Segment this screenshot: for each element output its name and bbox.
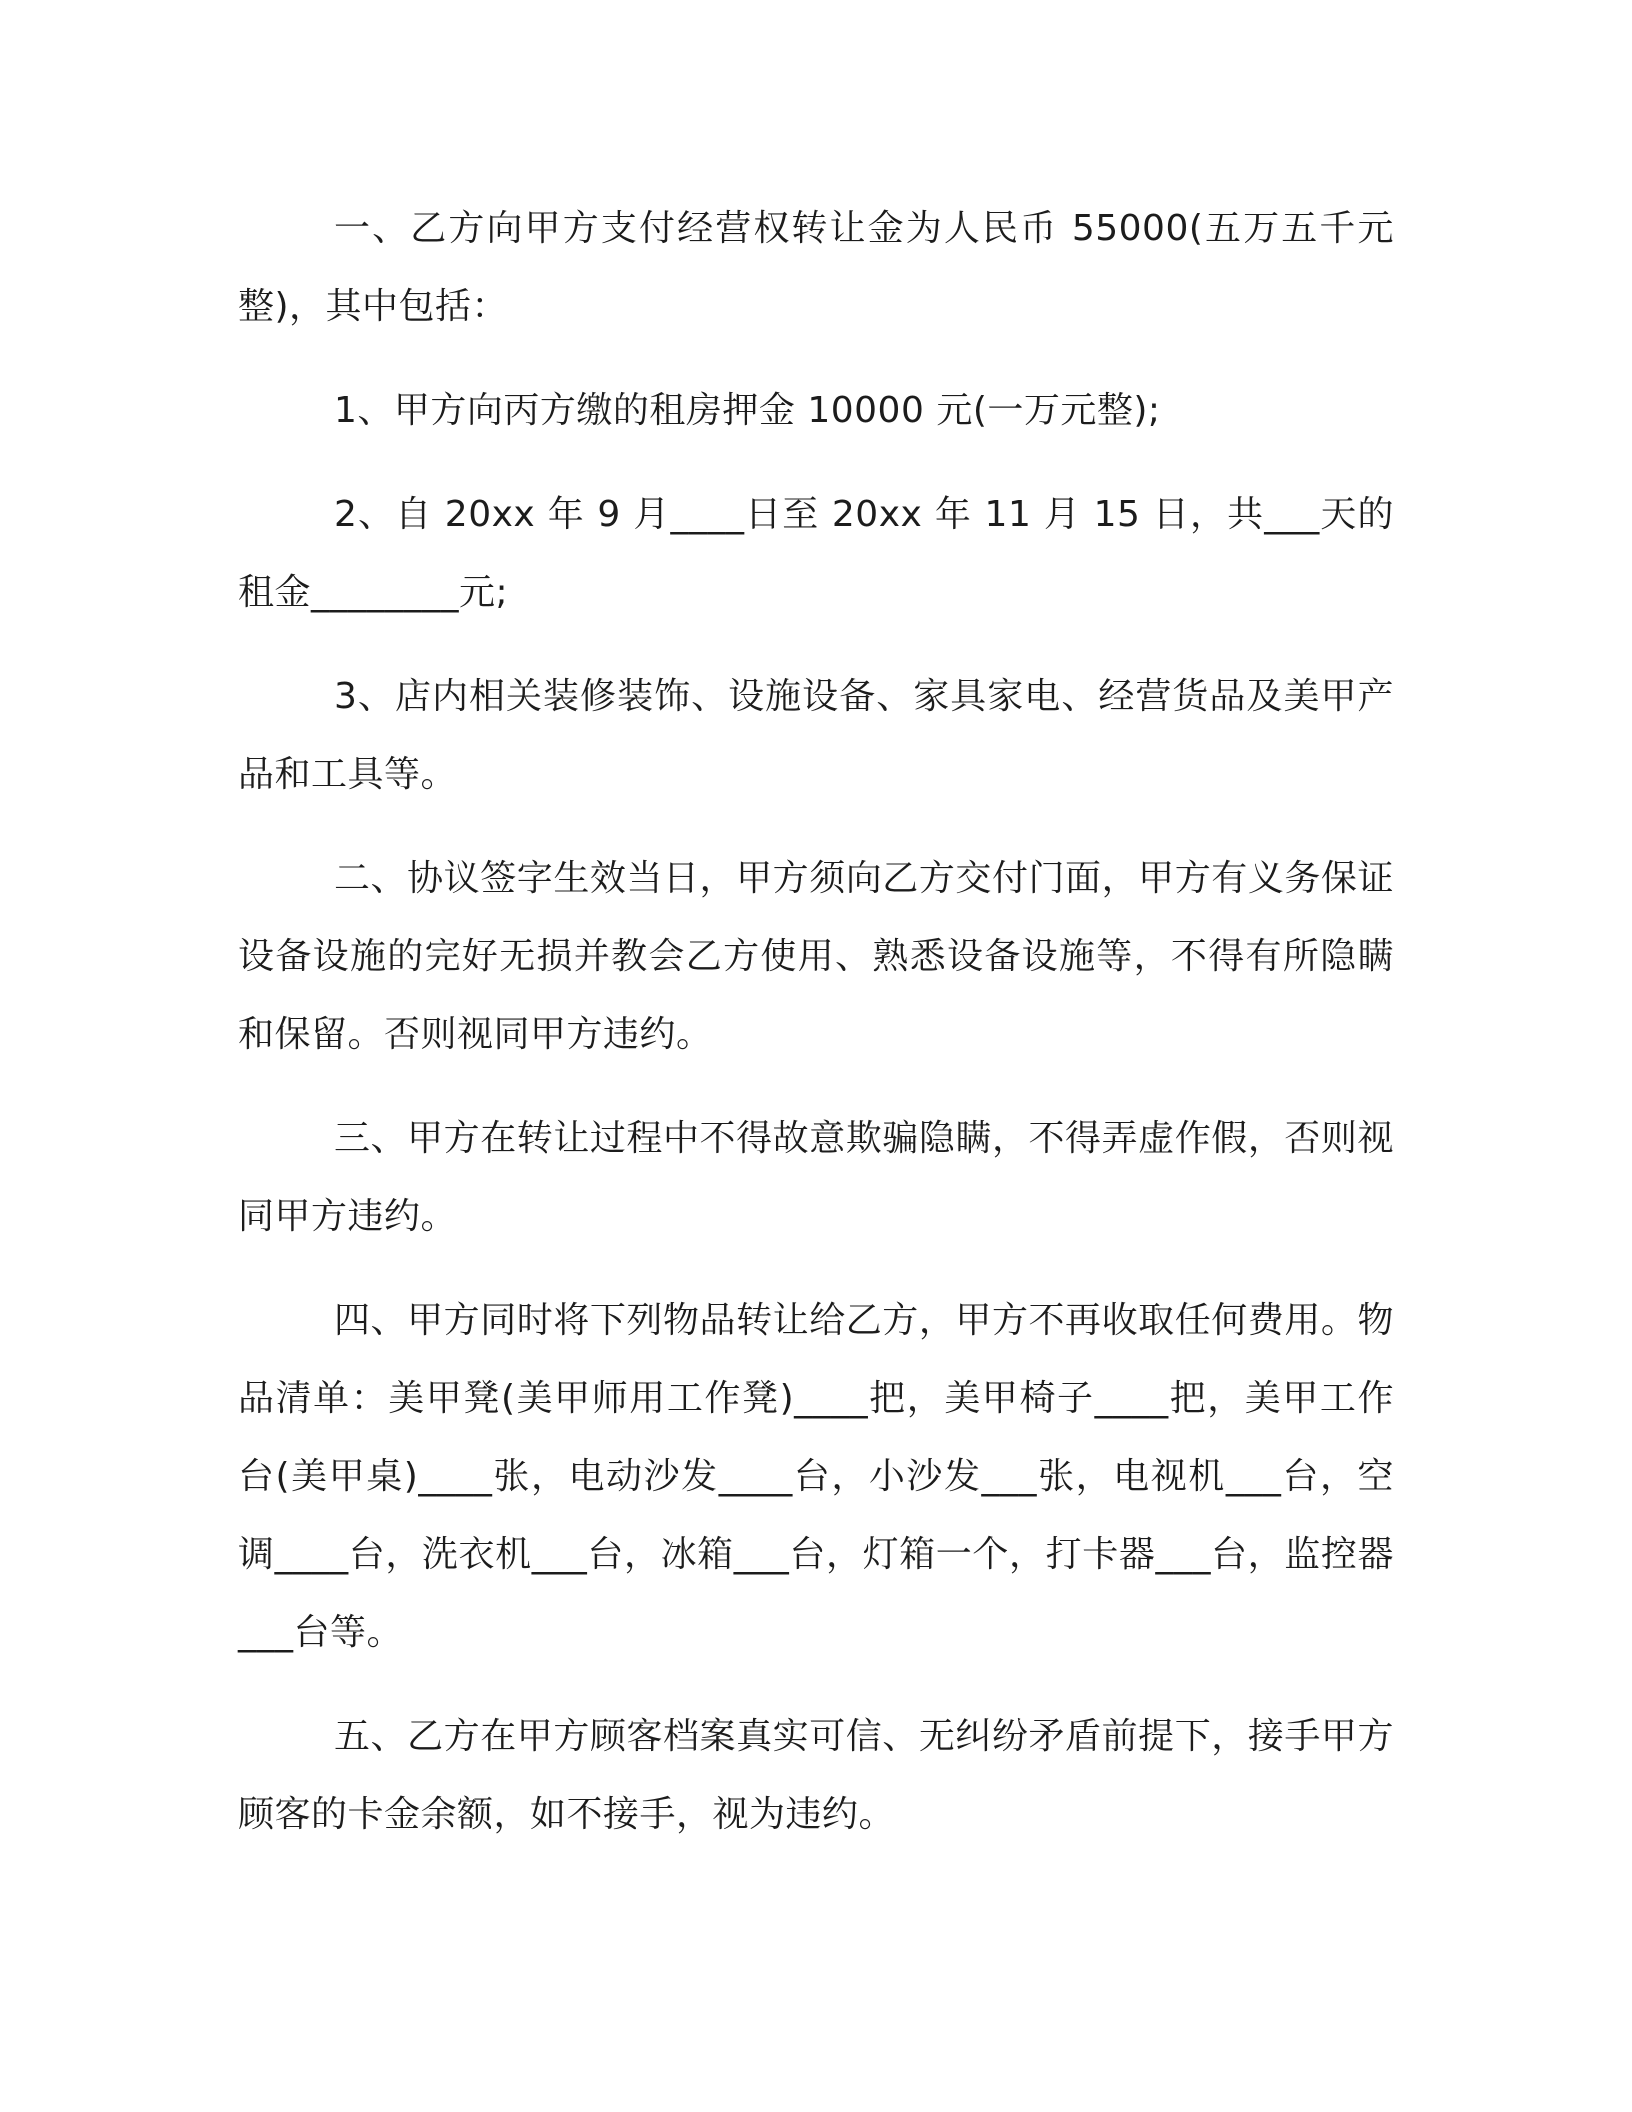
clause-four: 四、甲方同时将下列物品转让给乙方，甲方不再收取任何费用。物品清单：美甲凳(美甲师用工作凳)____把，美甲椅子____把，美甲工作台(美甲桌)____张，电动沙发____台，小沙发___张，电视机___台，空调____台，洗衣机___台，冰箱___台，灯箱一个，打卡器___台，监控器___台等。 <box>238 1300 1394 1653</box>
clause-one-item-1: 1、甲方向丙方缴的租房押金 10000 元(一万元整); <box>334 390 1161 431</box>
clause-one-item-2: 2、自 20xx 年 9 月____日至 20xx 年 11 月 15 日，共___天的租金________元; <box>238 494 1394 613</box>
clause-five: 五、乙方在甲方顾客档案真实可信、无纠纷矛盾前提下，接手甲方顾客的卡金余额，如不接手，视为违约。 <box>238 1716 1394 1835</box>
clause-two: 二、协议签字生效当日，甲方须向乙方交付门面，甲方有义务保证设备设施的完好无损并教会乙方使用、熟悉设备设施等，不得有所隐瞒和保留。否则视同甲方违约。 <box>238 858 1394 1055</box>
clause-one-item-3: 3、店内相关装修装饰、设施设备、家具家电、经营货品及美甲产品和工具等。 <box>238 676 1394 795</box>
clause-one: 一、乙方向甲方支付经营权转让金为人民币 55000(五万五千元整)，其中包括： <box>238 208 1394 327</box>
clause-three: 三、甲方在转让过程中不得故意欺骗隐瞒，不得弄虚作假，否则视同甲方违约。 <box>238 1118 1394 1237</box>
document-body <box>238 190 1394 1880</box>
